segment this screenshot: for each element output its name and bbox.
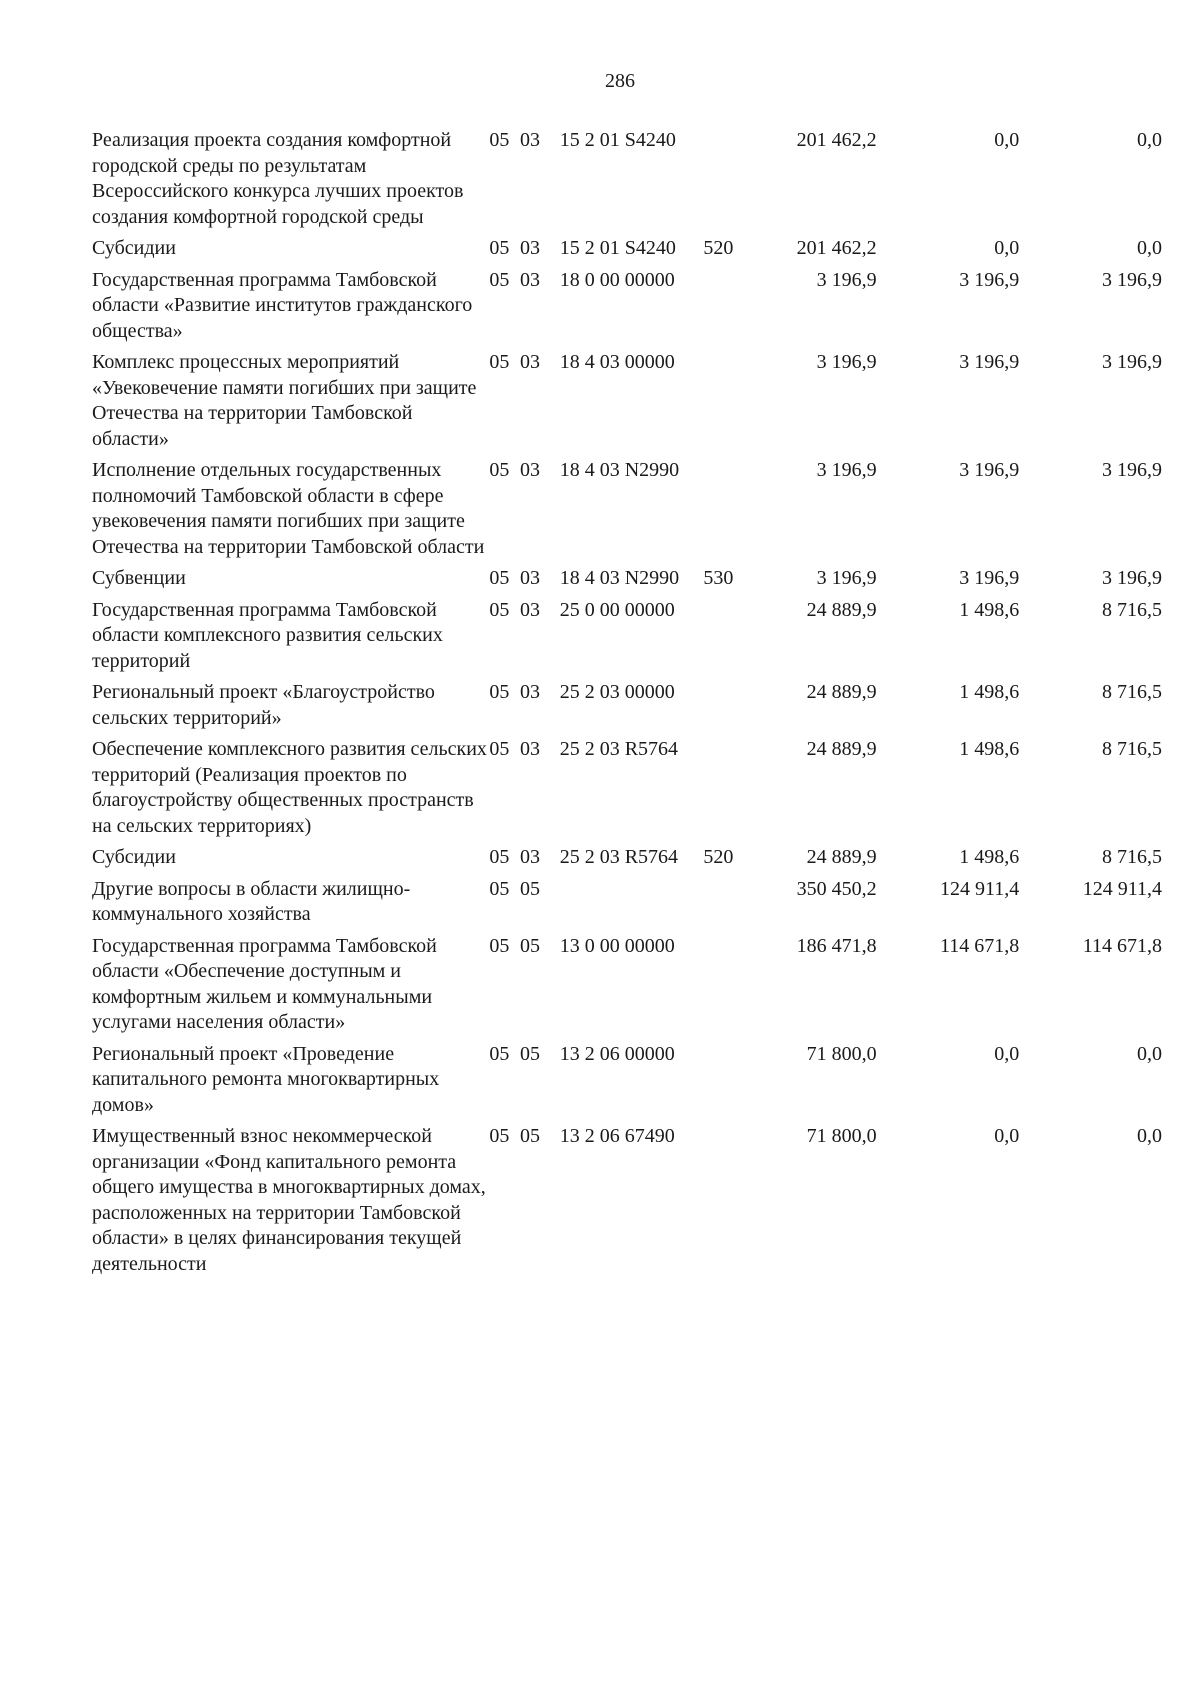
- row-amount-year3: 8 716,5: [1102, 846, 1162, 868]
- table-row: [92, 877, 1162, 934]
- row-expense-type: 520: [703, 846, 734, 868]
- row-expense-type: [703, 680, 754, 737]
- row-subsection: 03: [519, 351, 540, 373]
- row-amount-year1: 71 800,0: [806, 1125, 877, 1147]
- row-subsection: 03: [519, 567, 540, 589]
- row-amount-year2: 124 911,4: [940, 877, 1020, 900]
- row-amount-year2: 3 196,9: [959, 459, 1020, 481]
- row-subsection: 03: [519, 846, 540, 868]
- row-target-article: [560, 877, 704, 934]
- table-row: [92, 934, 1162, 1042]
- row-subsection: 05: [519, 1125, 540, 1147]
- row-amount-year1: 186 471,8: [796, 934, 877, 957]
- row-amount-year3: 3 196,9: [1102, 459, 1162, 481]
- table-row: [92, 350, 1162, 458]
- budget-table: [92, 128, 1162, 1283]
- row-amount-year2: 3 196,9: [959, 268, 1020, 291]
- row-section: 05: [489, 1042, 510, 1065]
- row-amount-year2: 1 498,6: [959, 598, 1020, 621]
- row-name: Исполнение отдельных государственных полномочий Тамбовской области в сфере увековечения памяти погибших при защите Отечества на территории Тамбовской области: [92, 459, 485, 558]
- row-expense-type: 520: [703, 237, 734, 259]
- row-section: 05: [489, 598, 510, 621]
- row-target-article: 13 2 06 00000: [559, 1042, 675, 1065]
- row-name: Региональный проект «Благоустройство сельских территорий»: [92, 681, 435, 729]
- row-name: Государственная программа Тамбовской области «Развитие институтов гражданского общества»: [92, 268, 473, 342]
- row-amount-year1: 3 196,9: [816, 351, 877, 373]
- row-subsection: 05: [519, 877, 540, 900]
- table-row: [92, 458, 1162, 566]
- row-amount-year2: 0,0: [994, 237, 1020, 259]
- row-target-article: 18 0 00 00000: [559, 268, 675, 291]
- row-target-article: 25 2 03 00000: [559, 681, 675, 703]
- row-amount-year2: 0,0: [994, 1042, 1020, 1065]
- row-amount-year2: 1 498,6: [959, 681, 1020, 703]
- row-subsection: 03: [519, 268, 540, 291]
- row-amount-year3: 0,0: [1137, 1042, 1162, 1065]
- row-name: Субсидии: [92, 237, 176, 259]
- row-subsection: 03: [519, 459, 540, 481]
- row-amount-year1: 3 196,9: [816, 268, 877, 291]
- row-amount-year3: 3 196,9: [1102, 268, 1162, 291]
- row-target-article: 13 2 06 67490: [559, 1125, 675, 1147]
- row-amount-year3: 8 716,5: [1102, 738, 1162, 760]
- row-target-article: 25 2 03 R5764: [559, 846, 679, 868]
- row-section: 05: [489, 459, 510, 481]
- row-amount-year3: 0,0: [1137, 237, 1162, 259]
- page-number: 286: [605, 70, 635, 92]
- row-amount-year1: 24 889,9: [806, 681, 877, 703]
- row-expense-type: [703, 350, 754, 458]
- row-subsection: 03: [519, 598, 540, 621]
- row-section: 05: [489, 846, 510, 868]
- row-amount-year1: 24 889,9: [806, 846, 877, 868]
- row-amount-year3: 8 716,5: [1102, 681, 1162, 703]
- row-subsection: 03: [519, 738, 540, 760]
- row-amount-year2: 114 671,8: [940, 934, 1020, 957]
- row-amount-year2: 0,0: [994, 129, 1020, 151]
- row-amount-year1: 24 889,9: [806, 598, 877, 621]
- row-name: Реализация проекта создания комфортной городской среды по результатам Всероссийского конкурса лучших проектов создания комфортной городской среды: [92, 129, 464, 228]
- row-expense-type: [703, 877, 754, 934]
- row-amount-year2: 3 196,9: [959, 351, 1020, 373]
- table-row: [92, 845, 1162, 877]
- row-section: 05: [489, 268, 510, 291]
- row-amount-year3: 3 196,9: [1102, 351, 1162, 373]
- row-amount-year3: 0,0: [1137, 129, 1162, 151]
- row-target-article: 25 0 00 00000: [559, 598, 675, 621]
- row-section: 05: [489, 681, 510, 703]
- row-amount-year3: 124 911,4: [1082, 877, 1162, 900]
- row-name: Комплекс процессных мероприятий «Увековечение памяти погибших при защите Отечества на территории Тамбовской области»: [92, 351, 477, 450]
- row-amount-year1: 24 889,9: [806, 738, 877, 760]
- row-amount-year2: 1 498,6: [959, 846, 1020, 868]
- row-subsection: 03: [519, 237, 540, 259]
- row-target-article: 18 4 03 N2990: [559, 567, 680, 589]
- row-expense-type: [703, 737, 754, 845]
- table-row: [92, 680, 1162, 737]
- row-target-article: 18 4 03 N2990: [559, 459, 680, 481]
- row-amount-year1: 201 462,2: [796, 129, 877, 151]
- row-target-article: 25 2 03 R5764: [559, 738, 679, 760]
- row-name: Региональный проект «Проведение капитального ремонта многоквартирных домов»: [92, 1042, 440, 1116]
- row-expense-type: [703, 934, 754, 1042]
- row-amount-year1: 350 450,2: [796, 877, 877, 900]
- row-amount-year3: 8 716,5: [1102, 598, 1162, 621]
- row-target-article: 18 4 03 00000: [559, 351, 675, 373]
- row-amount-year3: 3 196,9: [1102, 567, 1162, 589]
- table-row: [92, 1042, 1162, 1125]
- table-row: [92, 268, 1162, 351]
- row-amount-year2: 1 498,6: [959, 738, 1020, 760]
- table-row: [92, 566, 1162, 598]
- row-name: Государственная программа Тамбовской области комплексного развития сельских территорий: [92, 598, 443, 672]
- table-row: [92, 1124, 1162, 1283]
- row-subsection: 05: [519, 1042, 540, 1065]
- row-subsection: 03: [519, 681, 540, 703]
- table-row: [92, 598, 1162, 681]
- row-amount-year3: 0,0: [1137, 1125, 1162, 1147]
- row-amount-year1: 3 196,9: [816, 567, 877, 589]
- row-expense-type: [703, 598, 754, 681]
- row-section: 05: [489, 567, 510, 589]
- row-section: 05: [489, 1125, 510, 1147]
- row-name: Государственная программа Тамбовской области «Обеспечение доступным и комфортным жильем и коммунальными услугами населения области»: [92, 934, 437, 1033]
- row-section: 05: [489, 351, 510, 373]
- row-expense-type: [703, 1124, 754, 1283]
- row-expense-type: [703, 1042, 754, 1125]
- table-row: [92, 128, 1162, 236]
- row-name: Обеспечение комплексного развития сельских территорий (Реализация проектов по благоустройству общественных пространств на сельских территориях): [92, 738, 487, 837]
- table-row: [92, 737, 1162, 845]
- row-subsection: 05: [519, 934, 540, 957]
- row-section: 05: [489, 877, 510, 900]
- row-section: 05: [489, 129, 510, 151]
- row-expense-type: [703, 268, 754, 351]
- table-row: [92, 236, 1162, 268]
- row-expense-type: 530: [703, 567, 734, 589]
- row-subsection: 03: [519, 129, 540, 151]
- row-section: 05: [489, 934, 510, 957]
- row-section: 05: [489, 237, 510, 259]
- row-section: 05: [489, 738, 510, 760]
- row-amount-year1: 3 196,9: [816, 459, 877, 481]
- row-amount-year2: 0,0: [994, 1125, 1020, 1147]
- row-expense-type: [703, 458, 754, 566]
- row-target-article: 15 2 01 S4240: [559, 237, 676, 259]
- row-name: Субвенции: [92, 567, 186, 589]
- row-name: Другие вопросы в области жилищно-коммунального хозяйства: [92, 877, 411, 925]
- row-target-article: 13 0 00 00000: [559, 934, 675, 957]
- row-target-article: 15 2 01 S4240: [559, 129, 676, 151]
- row-amount-year1: 71 800,0: [806, 1042, 877, 1065]
- row-name: Имущественный взнос некоммерческой организации «Фонд капитального ремонта общего имущества в многоквартирных домах, расположенных на территории Тамбовской области» в целях финансирования текущей деятельности: [92, 1125, 486, 1275]
- row-amount-year3: 114 671,8: [1082, 934, 1162, 957]
- row-amount-year1: 201 462,2: [796, 237, 877, 259]
- row-expense-type: [703, 128, 754, 236]
- row-amount-year2: 3 196,9: [959, 567, 1020, 589]
- row-name: Субсидии: [92, 846, 176, 868]
